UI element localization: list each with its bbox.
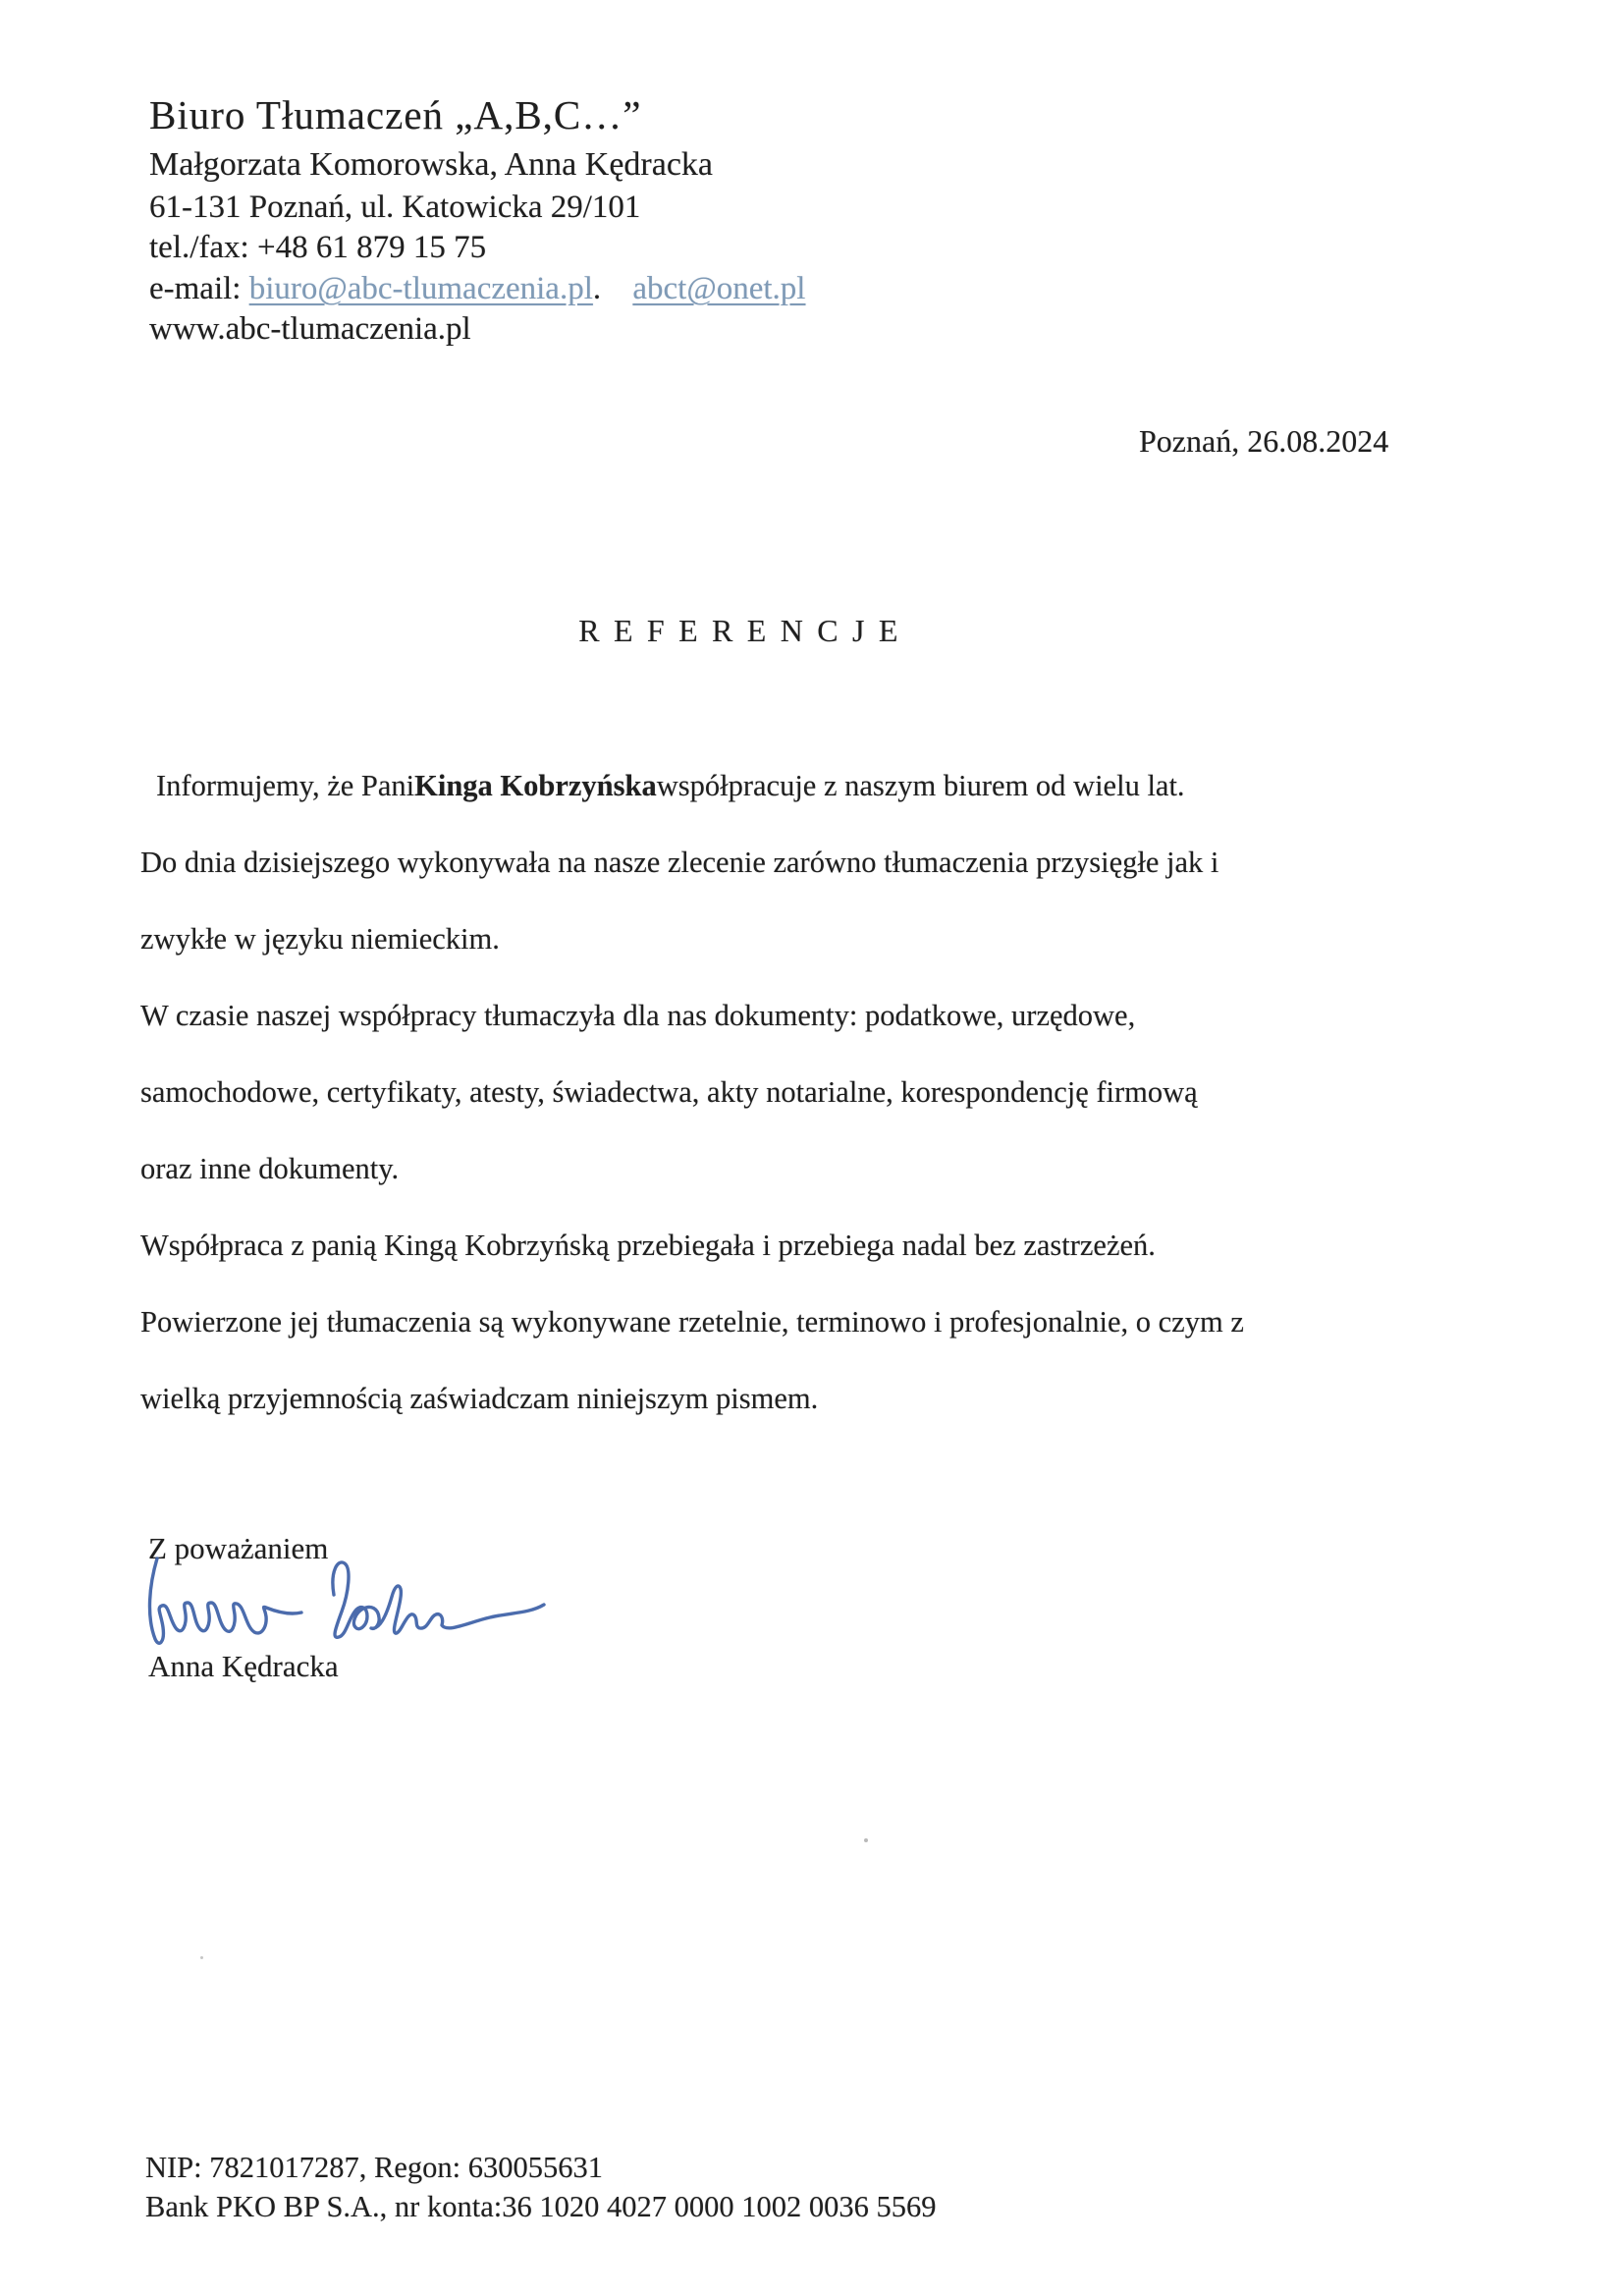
intro-suffix: współpracuje z naszym biurem od wielu lat. [656, 768, 1185, 802]
email-separator: . [592, 271, 602, 306]
email-label: e-mail: [149, 271, 249, 306]
letter-body [140, 747, 1515, 1437]
email-link-secondary[interactable]: abct@onet.pl [632, 271, 806, 306]
body-line: W czasie naszej współpracy tłumaczyła dla nas dokumenty: podatkowe, urzędowe, [140, 998, 1136, 1032]
body-line: zwykłe w języku niemieckim. [140, 921, 500, 956]
handwritten-signature-icon [142, 1556, 567, 1658]
footer-tax-ids: NIP: 7821017287, Regon: 630055631 [145, 2151, 603, 2184]
closing-salutation: Z poważaniem [148, 1531, 329, 1565]
person-name-bold: Kinga Kobrzyńska [414, 768, 657, 802]
scan-artifact-dot [864, 1838, 868, 1842]
body-line: Do dnia dzisiejszego wykonywała na nasze zlecenie zarówno tłumaczenia przysięgłe jak i [140, 845, 1219, 879]
company-website: www.abc-tlumaczenia.pl [149, 311, 471, 347]
scan-artifact-dot [200, 1956, 203, 1959]
body-line: samochodowe, certyfikaty, atesty, świadectwa, akty notarialne, korespondencję firmową [140, 1074, 1198, 1109]
company-email-line [149, 268, 805, 309]
company-name: Biuro Tłumaczeń „A,B,C…” [149, 92, 642, 137]
body-line: Powierzone jej tłumaczenia są wykonywane rzetelnie, terminowo i profesjonalnie, o czym z [140, 1304, 1244, 1339]
footer-bank-account: Bank PKO BP S.A., nr konta:36 1020 4027 0000 1002 0036 5569 [145, 2190, 937, 2223]
body-line: Współpraca z panią Kingą Kobrzyńską przebiegała i przebiega nadal bez zastrzeżeń. [140, 1228, 1156, 1262]
intro-prefix: Informujemy, że Pani [156, 768, 415, 802]
date-line: Poznań, 26.08.2024 [1139, 423, 1389, 459]
body-line: wielką przyjemnością zaświadczam niniejszym pismem. [140, 1381, 819, 1415]
body-line-intro [140, 747, 1515, 824]
company-address: 61-131 Poznań, ul. Katowicka 29/101 [149, 190, 641, 225]
body-line: oraz inne dokumenty. [140, 1151, 400, 1185]
letterhead [149, 88, 805, 350]
letter-title: REFERENCJE [578, 613, 912, 648]
company-owners: Małgorzata Komorowska, Anna Kędracka [149, 146, 714, 183]
company-phone: tel./fax: +48 61 879 15 75 [149, 230, 487, 265]
letter-footer [145, 2148, 936, 2226]
email-link-primary[interactable]: biuro@abc-tlumaczenia.pl [248, 271, 593, 306]
signatory-name: Anna Kędracka [148, 1649, 339, 1683]
